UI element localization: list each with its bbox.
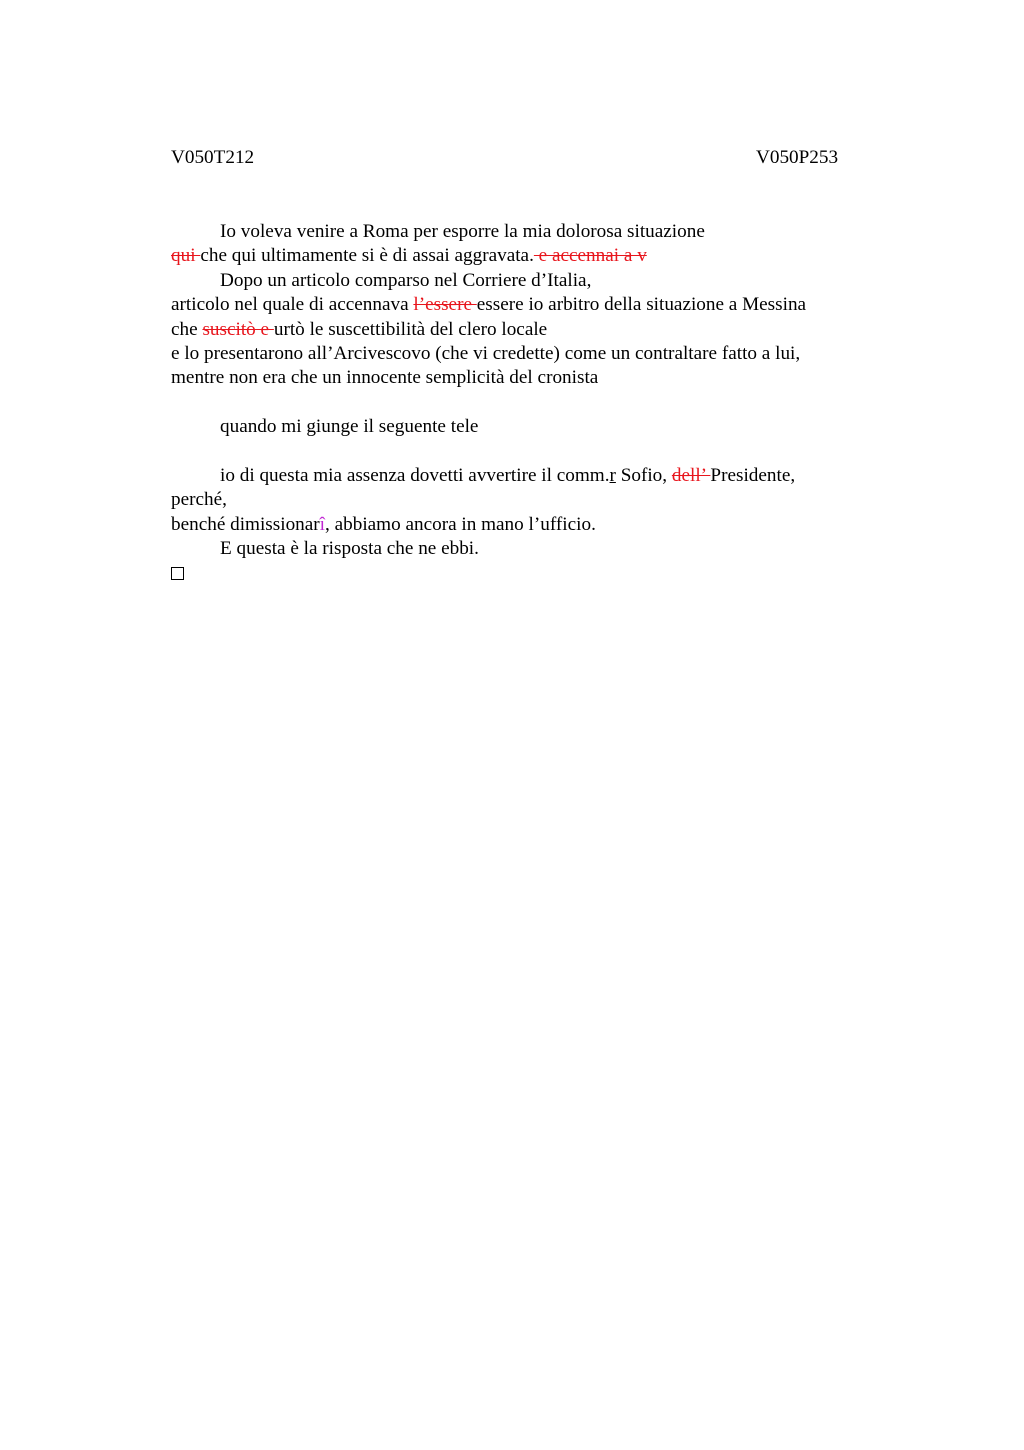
deleted-text: l’essere [413, 294, 477, 316]
deleted-text: e accennai a v [533, 245, 647, 267]
text-line [171, 318, 871, 342]
text-span: che qui ultimamente si è di assai aggravata. [200, 245, 534, 267]
inserted-text: î [319, 513, 326, 535]
text-line: mentre non era che un innocente semplicità del cronista [171, 367, 599, 389]
transcription-body [171, 220, 871, 586]
text-line: perché, [171, 489, 227, 511]
text-line: Dopo un articolo comparso nel Corriere d’Italia, [220, 269, 592, 291]
text-span: io di questa mia assenza dovetti avvertire il comm. [220, 464, 610, 486]
text-span: , abbiamo ancora in mano l’ufficio. [325, 513, 596, 535]
end-marker-line [171, 561, 871, 585]
text-line [171, 293, 871, 317]
text-line [171, 244, 871, 268]
text-span: Sofio, [615, 464, 672, 486]
abbreviation-underlined: r [609, 464, 616, 486]
text-span: urtò le suscettibilità del clero locale [273, 318, 548, 340]
deleted-text: qui [171, 245, 201, 267]
deleted-text: dell’ [671, 464, 711, 486]
document-code-right: V050P253 [756, 147, 839, 168]
text-line: E questa è la risposta che ne ebbi. [220, 538, 479, 560]
deleted-text: suscitò e [202, 318, 274, 340]
text-span: essere io arbitro della situazione a Messina [476, 294, 807, 316]
blank-line [171, 391, 871, 415]
text-line [171, 464, 871, 488]
blank-line [171, 440, 871, 464]
text-span: Presidente, [710, 464, 796, 486]
text-line: e lo presentarono all’Arcivescovo (che vi credette) come un contraltare fatto a lui, [171, 342, 801, 364]
document-code-left: V050T212 [171, 147, 255, 168]
text-line: quando mi giunge il seguente tele [220, 416, 479, 438]
text-line: Io voleva venire a Roma per esporre la mia dolorosa situazione [220, 221, 705, 242]
text-line [171, 513, 871, 537]
text-span: benché dimissionar [171, 513, 320, 535]
text-span: articolo nel quale di accennava [171, 294, 414, 316]
end-box-icon [171, 567, 184, 580]
text-span: che [171, 318, 203, 340]
